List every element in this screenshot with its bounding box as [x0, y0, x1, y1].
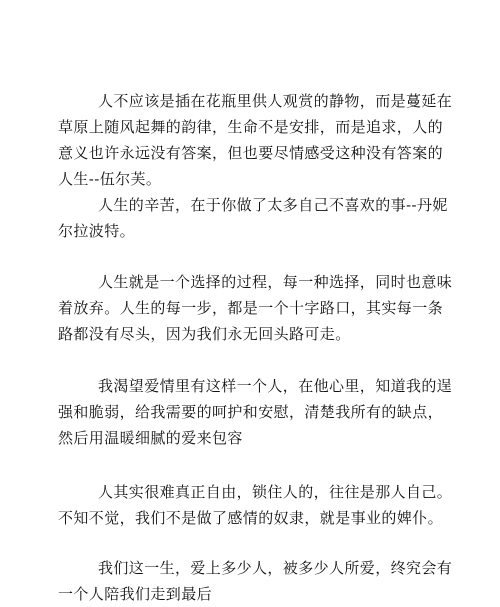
quote-paragraph-2: 人生的辛苦，在于你做了太多自己不喜欢的事--丹妮尔拉波特。: [58, 196, 448, 240]
quote-paragraph-1: 人不应该是插在花瓶里供人观赏的静物，而是蔓延在草原上随风起舞的韵律，生命不是安排，而是追求，人的意义也许永远没有答案，但也要尽情感受这种没有答案的人生--伍尔芙。: [58, 92, 453, 188]
quote-paragraph-5: 人其实很难真正自由，锁住人的，往往是那人自己。不知不觉，我们不是做了感情的奴隶，就是事业的婢仆。: [58, 483, 453, 527]
quote-paragraph-3: 人生就是一个选择的过程，每一种选择，同时也意味着放弃。人生的每一步，都是一个十字路口，其实每一条路都没有尽头，因为我们永无回头路可走。: [58, 273, 453, 343]
quote-paragraph-4: 我渴望爱情里有这样一个人，在他心里，知道我的逞强和脆弱，给我需要的呵护和安慰，清楚我所有的缺点，然后用温暖细腻的爱来包容: [58, 377, 453, 447]
quote-paragraph-6: 我们这一生，爱上多少人，被多少人所爱，终究会有一个人陪我们走到最后: [58, 559, 453, 603]
